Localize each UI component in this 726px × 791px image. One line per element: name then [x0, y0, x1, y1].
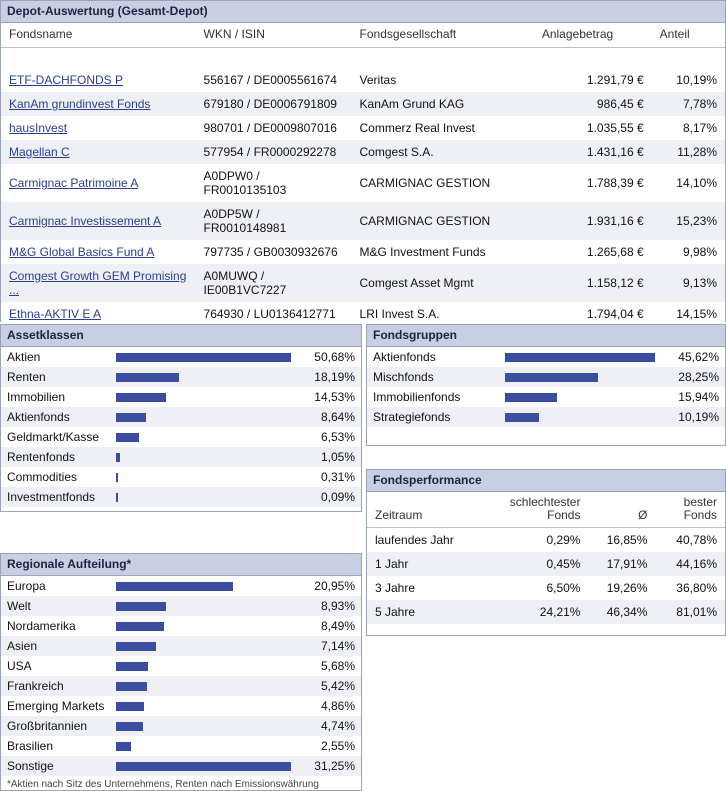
list-item [1, 616, 361, 636]
bar [116, 762, 291, 771]
region-label: Frankreich [1, 676, 110, 696]
fund-wkn-cell: A0DP5W / FR0010148981 [196, 202, 352, 240]
fund-wkn-cell: 764930 / LU0136412771 [196, 302, 352, 326]
list-item [367, 367, 725, 387]
bar [116, 353, 291, 362]
region-pct: 20,95% [314, 579, 355, 593]
perf-period: 5 Jahre [367, 600, 489, 624]
fund-name-cell [1, 202, 196, 240]
table-row [367, 552, 725, 576]
fund-company-cell: Veritas [352, 68, 534, 92]
perf-header-row [367, 492, 725, 528]
table-row [1, 68, 725, 92]
fund-amount-cell: 1.931,16 € [534, 202, 652, 240]
asset-pct: 50,68% [314, 350, 355, 364]
asset-bar-cell [110, 347, 297, 367]
region-label: Europa [7, 579, 46, 593]
fund-share-cell: 9,13% [652, 264, 725, 302]
group-pct: 10,19% [661, 407, 725, 427]
perf-best: 44,16% [655, 552, 725, 576]
region-pct: 2,55% [320, 739, 355, 753]
perf-avg: 19,26% [606, 581, 648, 595]
list-item [1, 596, 361, 616]
fund-link[interactable]: Magellan C [9, 145, 70, 159]
fund-amount-cell: 986,45 € [534, 92, 652, 116]
asset-pct: 14,53% [314, 390, 355, 404]
depot-panel [0, 0, 726, 322]
group-bar-cell [499, 347, 661, 367]
fondsperformance-table [367, 492, 725, 624]
assetklassen-list [1, 347, 361, 507]
group-label: Immobilienfonds [373, 390, 461, 404]
fund-wkn-cell: 556167 / DE0005561674 [196, 68, 352, 92]
column-header-bester-fonds: bester Fonds [655, 492, 725, 528]
bar [505, 413, 539, 422]
fund-link[interactable]: Carmignac Patrimoine A [9, 176, 139, 190]
fund-amount-cell: 1.788,39 € [534, 164, 652, 202]
region-label: Welt [1, 596, 110, 616]
asset-pct: 18,19% [297, 367, 361, 387]
list-item [1, 736, 361, 756]
perf-avg: 17,91% [588, 552, 655, 576]
asset-label: Geldmarkt/Kasse [7, 430, 100, 444]
list-item [1, 696, 361, 716]
region-label: Brasilien [7, 739, 54, 753]
region-bar-cell [110, 716, 297, 736]
table-row [367, 600, 725, 624]
list-item [1, 756, 361, 776]
column-header-zeitraum: Zeitraum [367, 492, 489, 528]
fondsperformance-title: Fondsperformance [367, 470, 725, 492]
asset-pct: 0,09% [297, 487, 361, 507]
perf-worst: 24,21% [489, 600, 589, 624]
fund-wkn-cell: A0DPW0 / FR0010135103 [196, 164, 352, 202]
fund-name-cell [1, 92, 196, 116]
assetklassen-title: Assetklassen [1, 325, 361, 347]
fund-link[interactable]: hausInvest [9, 121, 68, 135]
fund-company-cell: CARMIGNAC GESTION [352, 164, 534, 202]
fund-company-cell: M&G Investment Funds [352, 240, 534, 264]
fund-wkn-cell: 679180 / DE0006791809 [196, 92, 352, 116]
fund-company-cell: Commerz Real Invest [352, 116, 534, 140]
depot-table [1, 23, 725, 350]
depot-table-header-row [1, 23, 725, 48]
asset-pct: 8,64% [297, 407, 361, 427]
fund-name-cell [1, 264, 196, 302]
list-item [1, 367, 361, 387]
list-item [367, 387, 725, 407]
region-bar-cell [110, 676, 297, 696]
fondsgruppen-title: Fondsgruppen [367, 325, 725, 347]
bar [116, 393, 166, 402]
depot-table-body [1, 48, 725, 351]
fund-link[interactable]: ETF-DACHFONDS P [9, 73, 123, 87]
table-row [367, 528, 725, 553]
fund-amount-cell: 1.035,55 € [534, 116, 652, 140]
region-bar-cell [110, 616, 297, 636]
table-row [1, 164, 725, 202]
column-header-fondsname: Fondsname [1, 23, 196, 48]
list-item [367, 347, 725, 367]
fund-wkn-cell: 577954 / FR0000292278 [196, 140, 352, 164]
column-header-durchschnitt: Ø [588, 492, 655, 528]
bar [116, 373, 179, 382]
asset-bar-cell [110, 487, 297, 507]
fund-link[interactable]: Carmignac Investissement A [9, 214, 162, 228]
asset-label: Commodities [7, 470, 78, 484]
asset-pct: 1,05% [297, 447, 361, 467]
fund-name-cell [1, 140, 196, 164]
perf-worst: 0,45% [489, 552, 589, 576]
group-pct: 15,94% [678, 390, 719, 404]
regionale-aufteilung-footnote: *Aktien nach Sitz des Unternehmens, Renten nach Emissionswährung [7, 779, 319, 790]
region-label: Asien [1, 636, 110, 656]
asset-bar-cell [110, 467, 297, 487]
bar [505, 393, 557, 402]
list-item [1, 347, 361, 367]
table-row [1, 240, 725, 264]
asset-label: Immobilien [7, 390, 66, 404]
assetklassen-panel [0, 324, 362, 512]
group-pct: 28,25% [661, 367, 725, 387]
fund-company-cell: CARMIGNAC GESTION [352, 202, 534, 240]
perf-best: 81,01% [655, 600, 725, 624]
asset-pct: 6,53% [320, 430, 355, 444]
region-pct: 5,42% [297, 676, 361, 696]
fund-name-cell [1, 302, 196, 326]
table-row [1, 264, 725, 302]
list-item [1, 427, 361, 447]
table-row [367, 576, 725, 600]
region-pct: 4,86% [320, 699, 355, 713]
regionale-aufteilung-list [1, 576, 361, 776]
perf-avg: 16,85% [606, 533, 648, 547]
bar [116, 622, 163, 631]
region-bar-cell [110, 636, 297, 656]
bar [116, 453, 120, 462]
region-label: Nordamerika [7, 619, 76, 633]
bar [116, 662, 148, 671]
list-item [1, 676, 361, 696]
fondsgruppen-panel [366, 324, 726, 446]
bar [116, 642, 156, 651]
fondsgruppen-list [367, 347, 725, 427]
regionale-aufteilung-panel [0, 553, 362, 791]
bar [116, 722, 142, 731]
asset-label: Rentenfonds [1, 447, 110, 467]
list-item [1, 576, 361, 596]
fund-share-cell: 8,17% [652, 116, 725, 140]
fund-amount-cell: 1.794,04 € [534, 302, 652, 326]
region-bar-cell [110, 736, 297, 756]
region-label: Emerging Markets [7, 699, 105, 713]
table-row [1, 116, 725, 140]
fund-link[interactable]: M&G Global Basics Fund A [9, 245, 155, 259]
region-bar-cell [110, 756, 297, 776]
perf-period: 1 Jahr [367, 552, 489, 576]
fund-share-cell: 10,19% [652, 68, 725, 92]
fondsperformance-panel [366, 469, 726, 636]
perf-avg: 46,34% [588, 600, 655, 624]
bar [116, 742, 130, 751]
fund-company-cell: LRI Invest S.A. [352, 302, 534, 326]
depot-spacer-row [1, 48, 725, 69]
region-pct: 8,93% [297, 596, 361, 616]
table-row [1, 92, 725, 116]
region-pct: 7,14% [297, 636, 361, 656]
region-bar-cell [110, 696, 297, 716]
bar [116, 602, 166, 611]
asset-bar-cell [110, 387, 297, 407]
depot-panel-title: Depot-Auswertung (Gesamt-Depot) [1, 1, 725, 23]
perf-worst: 0,29% [546, 533, 581, 547]
table-row [1, 202, 725, 240]
fund-share-cell: 14,15% [652, 302, 725, 326]
group-bar-cell [499, 387, 661, 407]
column-header-schlechtester-fonds: schlechtester Fonds [489, 492, 589, 528]
fund-link[interactable]: Comgest Growth GEM Promising ... [9, 269, 187, 297]
list-item [367, 407, 725, 427]
fund-wkn-cell: 797735 / GB0030932676 [196, 240, 352, 264]
list-item [1, 716, 361, 736]
list-item [1, 447, 361, 467]
fund-name-cell [1, 164, 196, 202]
group-bar-cell [499, 367, 661, 387]
table-row [1, 140, 725, 164]
bar [505, 373, 598, 382]
region-pct: 31,25% [297, 756, 361, 776]
group-pct: 45,62% [678, 350, 719, 364]
region-bar-cell [110, 596, 297, 616]
perf-period: laufendes Jahr [375, 533, 454, 547]
list-item [1, 467, 361, 487]
asset-pct: 0,31% [320, 470, 355, 484]
fund-wkn-cell: 980701 / DE0009807016 [196, 116, 352, 140]
fund-company-cell: Comgest Asset Mgmt [352, 264, 534, 302]
bar [116, 493, 118, 502]
asset-bar-cell [110, 407, 297, 427]
fund-share-cell: 14,10% [652, 164, 725, 202]
asset-label: Aktienfonds [1, 407, 110, 427]
fund-name-cell [1, 240, 196, 264]
list-item [1, 487, 361, 507]
bar [116, 433, 139, 442]
perf-best: 40,78% [676, 533, 717, 547]
group-label: Mischfonds [367, 367, 499, 387]
region-pct: 8,49% [320, 619, 355, 633]
asset-bar-cell [110, 447, 297, 467]
column-header-fondsgesellschaft: Fondsgesellschaft [352, 23, 534, 48]
fund-amount-cell: 1.265,68 € [534, 240, 652, 264]
column-header-wkn-isin: WKN / ISIN [196, 23, 352, 48]
region-label: USA [7, 659, 32, 673]
fund-amount-cell: 1.291,79 € [534, 68, 652, 92]
bar [116, 413, 146, 422]
asset-label: Aktien [7, 350, 41, 364]
asset-bar-cell [110, 367, 297, 387]
fund-company-cell: Comgest S.A. [352, 140, 534, 164]
list-item [1, 407, 361, 427]
bar [116, 473, 118, 482]
asset-label: Renten [1, 367, 110, 387]
perf-period: 3 Jahre [375, 581, 416, 595]
fund-link[interactable]: KanAm grundinvest Fonds [9, 97, 151, 111]
region-pct: 5,68% [320, 659, 355, 673]
fund-wkn-cell: A0MUWQ / IE00B1VC7227 [196, 264, 352, 302]
fund-company-cell: KanAm Grund KAG [352, 92, 534, 116]
table-row [1, 302, 725, 326]
fund-name-cell [1, 68, 196, 92]
group-label: Aktienfonds [373, 350, 436, 364]
region-bar-cell [110, 656, 297, 676]
region-bar-cell [110, 576, 297, 596]
list-item [1, 636, 361, 656]
fund-amount-cell: 1.158,12 € [534, 264, 652, 302]
fund-amount-cell: 1.431,16 € [534, 140, 652, 164]
column-header-anlagebetrag: Anlagebetrag [534, 23, 652, 48]
asset-label: Investmentfonds [1, 487, 110, 507]
fund-share-cell: 11,28% [652, 140, 725, 164]
bar [116, 702, 143, 711]
group-label: Strategiefonds [367, 407, 499, 427]
list-item [1, 387, 361, 407]
region-label: Sonstige [1, 756, 110, 776]
fund-name-cell [1, 116, 196, 140]
region-pct: 4,74% [297, 716, 361, 736]
fund-share-cell: 9,98% [652, 240, 725, 264]
bar [116, 582, 233, 591]
group-bar-cell [499, 407, 661, 427]
asset-bar-cell [110, 427, 297, 447]
fund-share-cell: 7,78% [652, 92, 725, 116]
perf-best: 36,80% [676, 581, 717, 595]
fund-share-cell: 15,23% [652, 202, 725, 240]
column-header-anteil: Anteil [652, 23, 725, 48]
regionale-aufteilung-title: Regionale Aufteilung* [1, 554, 361, 576]
bar [116, 682, 146, 691]
list-item [1, 656, 361, 676]
bar [505, 353, 655, 362]
region-label: Großbritannien [1, 716, 110, 736]
perf-worst: 6,50% [546, 581, 581, 595]
fund-link[interactable]: Ethna-AKTIV E A [9, 307, 102, 321]
